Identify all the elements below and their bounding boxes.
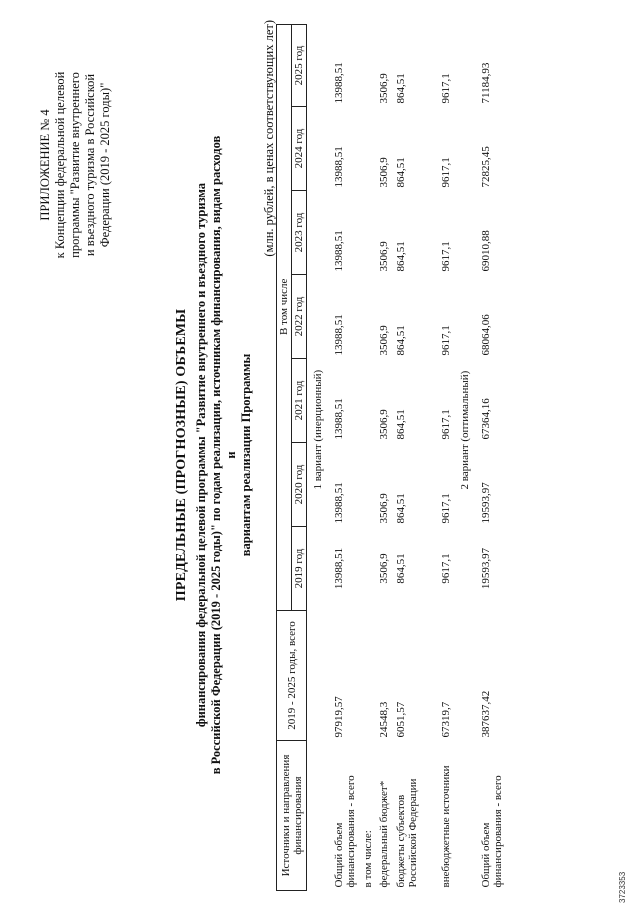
row-value: 13988,51	[332, 62, 345, 104]
row-name: Общий объем финансирования - всего	[332, 775, 357, 888]
row-value: 9617,1	[439, 553, 452, 584]
header-year: 2024 год	[292, 107, 307, 191]
row-value: 71184,93	[479, 62, 492, 104]
table-header-row	[277, 24, 292, 890]
variant-row	[307, 24, 331, 890]
table-row	[376, 24, 393, 890]
header-year: 2022 год	[292, 275, 307, 359]
row-name: федеральный бюджет*	[378, 780, 390, 888]
table-row	[478, 24, 507, 890]
row-value: 3506,9	[378, 241, 390, 272]
row-value: 67364,16	[479, 398, 492, 440]
document-heading	[174, 135, 254, 775]
row-value: 9617,1	[439, 73, 452, 104]
row-name: в том числе:	[361, 830, 374, 888]
row-value: 3506,9	[378, 409, 390, 440]
units-note: (млн. рублей, в ценах соответствующих лет)	[262, 20, 276, 257]
row-total: 97919,57	[332, 696, 345, 738]
header-year: 2020 год	[292, 443, 307, 527]
row-value: 13988,51	[332, 146, 345, 188]
row-value: 9617,1	[439, 409, 452, 440]
row-value: 864,51	[394, 241, 407, 272]
appendix-line: и въездного туризма в Российской	[83, 73, 97, 257]
row-total: 67319,7	[439, 701, 452, 738]
row-value: 69010,88	[479, 230, 492, 272]
row-value: 9617,1	[439, 157, 452, 188]
financing-table	[276, 24, 507, 891]
row-value: 864,51	[394, 157, 407, 188]
table-row	[438, 24, 455, 890]
row-name: бюджеты субъектов Российской Федерации	[394, 778, 419, 888]
row-value: 19593,97	[479, 482, 492, 524]
row-value: 68064,06	[479, 314, 492, 356]
row-name: Общий объем финансирования - всего	[479, 775, 504, 888]
row-value: 13988,51	[332, 482, 345, 524]
row-value: 72825,45	[479, 146, 492, 188]
row-value: 9617,1	[439, 241, 452, 272]
row-value: 864,51	[394, 325, 407, 356]
row-value: 3506,9	[378, 493, 390, 524]
table-row	[393, 24, 422, 890]
variant-row	[454, 24, 478, 890]
row-value: 13988,51	[332, 230, 345, 272]
appendix-line: к Концепции федеральной целевой	[53, 71, 67, 259]
appendix-line: Федерации (2019 - 2025 годы)"	[98, 82, 112, 248]
row-total: 24548,3	[378, 701, 390, 738]
header-year: 2025 год	[292, 24, 307, 106]
row-value: 864,51	[394, 553, 407, 584]
header-year: 2023 год	[292, 191, 307, 275]
row-value: 9617,1	[439, 325, 452, 356]
appendix-title: ПРИЛОЖЕНИЕ № 4	[38, 109, 52, 221]
header-group-label: В том числе	[278, 278, 290, 335]
document-subtitle-line: финансирования федеральной целевой программы "Развитие внутреннего и въездного туризма	[194, 182, 208, 728]
row-value: 864,51	[394, 409, 407, 440]
table-row	[331, 24, 360, 890]
header-source: Источники и направления финансирования	[277, 741, 307, 891]
header-year: 2019 год	[292, 527, 307, 611]
row-value: 13988,51	[332, 314, 345, 356]
row-value: 9617,1	[439, 493, 452, 524]
row-total: 6051,57	[394, 701, 407, 738]
row-value: 3506,9	[378, 157, 390, 188]
document-title: ПРЕДЕЛЬНЫЕ (ПРОГНОЗНЫЕ) ОБЪЕМЫ	[174, 308, 189, 602]
table-row	[360, 24, 377, 890]
row-value: 3506,9	[378, 325, 390, 356]
row-value: 19593,97	[479, 547, 492, 590]
header-total: 2019 - 2025 годы, всего	[277, 611, 307, 741]
row-value: 864,51	[394, 493, 407, 524]
row-value: 13988,51	[332, 547, 345, 590]
document-code: 3723353	[618, 871, 627, 903]
document-subtitle-line: в Российской Федерации (2019 - 2025 годы)" по годам реализации, источникам финансирования, видам расходов и	[209, 135, 238, 775]
appendix-line: программы "Развитие внутреннего	[68, 72, 82, 258]
row-value: 3506,9	[378, 73, 390, 104]
row-name: внебюджетные источники	[439, 765, 452, 888]
variant-label: 2 вариант (оптимальный)	[459, 370, 471, 490]
document-subtitle-line: вариантам реализации Программы	[239, 353, 253, 557]
row-value: 13988,51	[332, 398, 345, 440]
appendix-block	[38, 45, 113, 285]
row-value: 864,51	[394, 73, 407, 104]
header-year: 2021 год	[292, 359, 307, 443]
variant-label: 1 вариант (инерционный)	[312, 369, 324, 490]
row-total: 387637,42	[479, 690, 492, 738]
row-value: 3506,9	[378, 553, 390, 584]
header-group	[277, 24, 292, 610]
